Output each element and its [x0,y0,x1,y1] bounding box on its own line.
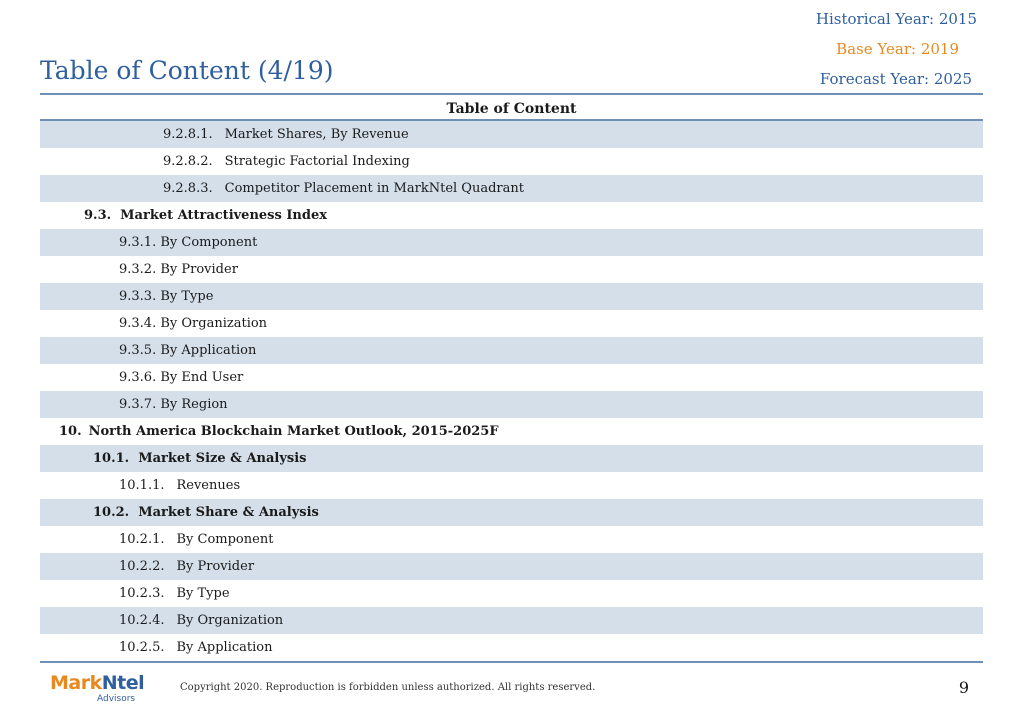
base-year: Base Year: 2019 [836,40,959,58]
toc-row-number: 10.2.2. [119,559,165,574]
toc-row-text: Market Size & Analysis [138,451,307,466]
toc-row-text: By Organization [176,613,284,628]
toc-row-text: Market Attractiveness Index [120,208,327,223]
toc-row-text: By Application [160,343,257,358]
toc-row-text: Strategic Factorial Indexing [224,154,410,169]
toc-row[interactable] [40,202,983,229]
footer-divider [40,662,983,663]
toc-row[interactable] [40,175,983,202]
forecast-year: Forecast Year: 2025 [819,70,972,88]
table-of-content [40,93,983,663]
toc-row[interactable] [40,607,983,634]
toc-row-text: By Component [160,235,258,250]
toc-row-number: 9.2.8.2. [163,154,213,169]
toc-row-number: 10.2.4. [119,613,165,628]
toc-row[interactable] [40,148,983,175]
toc-row[interactable] [40,310,983,337]
toc-row-text: By Application [176,640,273,655]
toc-row-text: By Provider [176,559,255,574]
toc-row-number: 10.2.1. [119,532,165,547]
toc-row[interactable] [40,472,983,499]
toc-row-number: 9.3.7. [119,397,157,412]
toc-row-number: 9.3.3. [119,289,157,304]
page-number: 9 [958,678,969,697]
toc-row-number: 9.3.2. [119,262,157,277]
toc-row-text: By Organization [160,316,268,331]
toc-row-number: 10.2. [93,505,130,520]
toc-row[interactable] [40,526,983,553]
toc-row-number: 9.3.5. [119,343,157,358]
toc-row[interactable] [40,418,983,445]
toc-row-text: By Region [160,397,228,412]
toc-row[interactable] [40,121,983,148]
toc-row[interactable] [40,337,983,364]
toc-row[interactable] [40,499,983,526]
toc-row[interactable] [40,283,983,310]
toc-row[interactable] [40,634,983,661]
logo-subtitle: Advisors [97,694,136,704]
toc-row-text: Competitor Placement in MarkNtel Quadrant [224,181,524,196]
toc-row[interactable] [40,256,983,283]
toc-row-number: 9.2.8.1. [163,127,213,142]
toc-row-number: 10.2.3. [119,586,165,601]
toc-row-number: 10.1.1. [119,478,165,493]
toc-row-text: Market Shares, By Revenue [224,127,409,142]
logo-ntel-text: Ntel [101,672,145,694]
toc-row-text: By End User [160,370,244,385]
toc-row[interactable] [40,364,983,391]
toc-row-text: By Type [160,289,214,304]
toc-row-number: 10. [59,424,82,439]
toc-row[interactable] [40,445,983,472]
logo-wordmark [50,672,144,694]
toc-row-text: Revenues [176,478,241,493]
toc-rows [40,121,983,663]
toc-row-text: By Type [176,586,230,601]
toc-row[interactable] [40,229,983,256]
toc-row-number: 10.2.5. [119,640,165,655]
toc-row-text: North America Blockchain Market Outlook, 2015-2025F [88,424,499,439]
toc-row-number: 9.2.8.3. [163,181,213,196]
toc-heading: Table of Content [40,93,983,121]
toc-row-number: 9.3.4. [119,316,157,331]
toc-row-text: By Component [176,532,274,547]
toc-row[interactable] [40,391,983,418]
toc-row[interactable] [40,553,983,580]
markntel-logo [50,672,145,704]
logo-mark-text: Mark [50,672,102,694]
historical-year: Historical Year: 2015 [815,10,977,28]
toc-row-number: 9.3.1. [119,235,157,250]
toc-row-number: 9.3. [84,208,112,223]
toc-row-number: 9.3.6. [119,370,157,385]
toc-row-text: Market Share & Analysis [138,505,319,520]
toc-row-text: By Provider [160,262,238,277]
copyright-notice: Copyright 2020. Reproduction is forbidden unless authorized. All rights reserved. [180,682,596,693]
toc-row-number: 10.1. [93,451,130,466]
toc-row[interactable] [40,580,983,607]
page-title: Table of Content (4/19) [40,56,334,85]
